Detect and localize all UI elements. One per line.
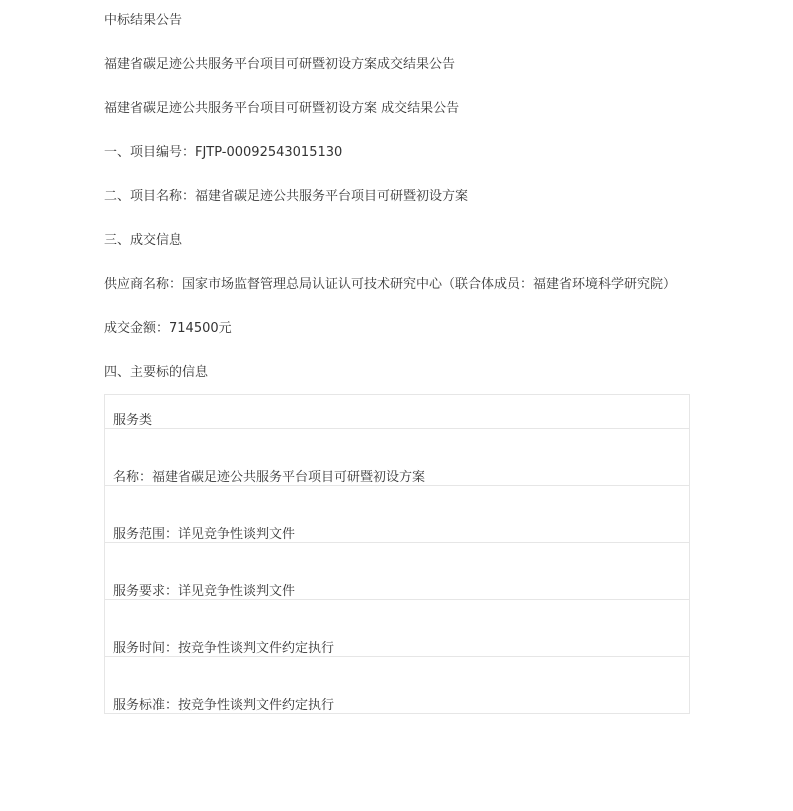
- transaction-amount: 成交金额：714500元: [104, 321, 232, 336]
- items-table: [104, 394, 690, 714]
- section-main-items: 四、主要标的信息: [104, 365, 209, 380]
- table-header-row: [105, 395, 690, 429]
- doc-title-2: 福建省碳足迹公共服务平台项目可研暨初设方案 成交结果公告: [104, 101, 460, 116]
- table-row: [105, 429, 690, 486]
- project-name: 二、项目名称：福建省碳足迹公共服务平台项目可研暨初设方案: [104, 189, 469, 204]
- supplier-name: 供应商名称：国家市场监督管理总局认证认可技术研究中心（联合体成员：福建省环境科学研究院）: [104, 277, 677, 292]
- service-time-cell: 服务时间：按竞争性谈判文件约定执行: [105, 600, 690, 657]
- table-row: [105, 486, 690, 543]
- section-transaction-info: 三、成交信息: [104, 233, 183, 248]
- service-standard-cell: 服务标准：按竞争性谈判文件约定执行: [105, 657, 690, 714]
- item-name-cell: 名称：福建省碳足迹公共服务平台项目可研暨初设方案: [105, 429, 690, 486]
- doc-title-1: 福建省碳足迹公共服务平台项目可研暨初设方案成交结果公告: [104, 57, 456, 72]
- table-header-cell: 服务类: [105, 395, 690, 429]
- doc-heading: 中标结果公告: [104, 13, 183, 28]
- table-row: [105, 600, 690, 657]
- announcement-content: [104, 10, 690, 714]
- table-row: [105, 543, 690, 600]
- table-row: [105, 657, 690, 714]
- project-number: 一、项目编号：FJTP-00092543015130: [104, 145, 343, 160]
- service-scope-cell: 服务范围：详见竞争性谈判文件: [105, 486, 690, 543]
- service-requirements-cell: 服务要求：详见竞争性谈判文件: [105, 543, 690, 600]
